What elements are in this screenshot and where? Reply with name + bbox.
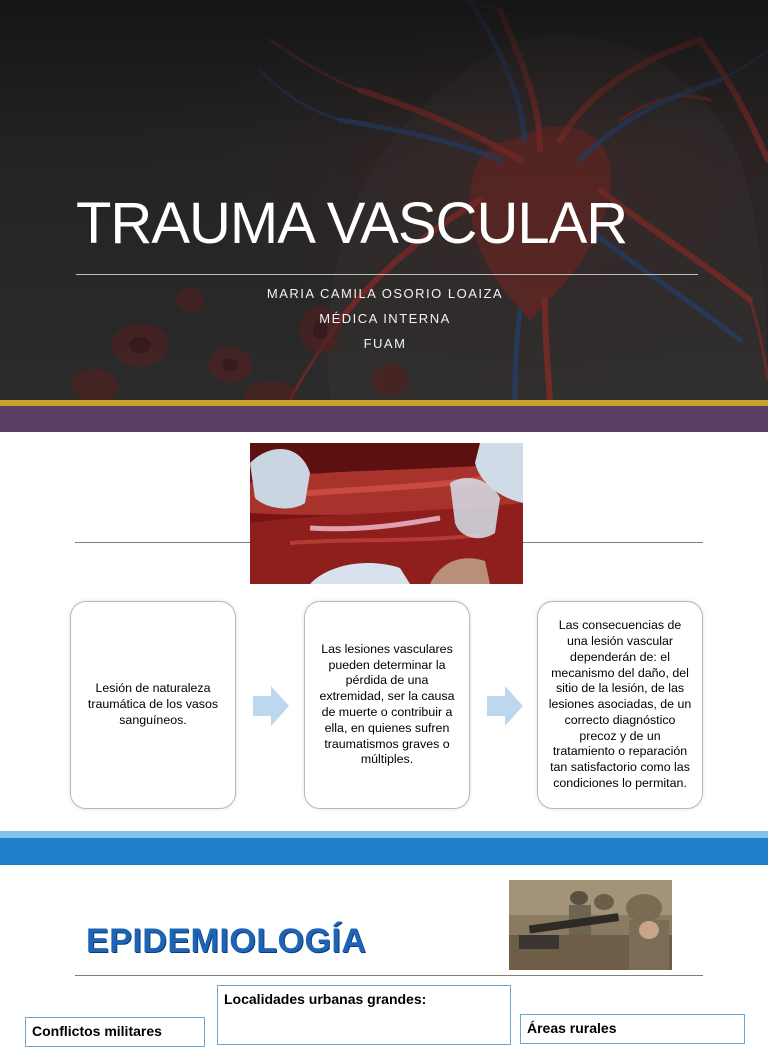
slide-title: TRAUMA VASCULAR (76, 191, 628, 256)
military-conflicts-box (25, 1017, 205, 1047)
card-text: Las consecuencias de una lesión vascular dependerán de: el mecanismo del daño, del sitio de la lesión, de las lesiones asociadas, de un correcto diagnóstico precoz y de un tratamiento o reparación tan satisfactorio como las condiciones lo permitan. (548, 618, 692, 791)
card-text: Las lesiones vasculares pueden determinar la pérdida de una extremidad, ser la causa de muerte o contribuir a ella, en quienes sufren traumatismos graves o múltiples. (319, 641, 455, 767)
slide3-divider (75, 975, 703, 976)
epidemiology-title: EPIDEMIOLOGÍA (86, 922, 367, 960)
urban-localities-box (217, 985, 511, 1045)
title-slide (0, 0, 768, 400)
purple-band (0, 406, 768, 432)
arrow-right-icon (253, 686, 289, 726)
concept-card-definition (70, 601, 236, 809)
title-divider (76, 274, 698, 275)
box-label: Áreas rurales (527, 1020, 617, 1036)
institution: FUAM (363, 336, 407, 351)
author-name: MARIA CAMILA OSORIO LOAIZA (266, 286, 504, 301)
concept-card-factors (537, 601, 703, 809)
card-text: Lesión de naturaleza traumática de los vasos sanguíneos. (87, 681, 219, 727)
author-role: MÉDICA INTERNA (319, 311, 451, 326)
concept-card-consequences (304, 601, 470, 809)
light-blue-band (0, 831, 768, 838)
rural-areas-box (520, 1014, 745, 1044)
arrow-right-icon (487, 686, 523, 726)
blue-band (0, 838, 768, 865)
box-label: Conflictos militares (32, 1023, 162, 1039)
vascular-surgery-photo (250, 443, 523, 584)
box-label: Localidades urbanas grandes: (224, 991, 427, 1007)
soldiers-photo (509, 880, 672, 970)
